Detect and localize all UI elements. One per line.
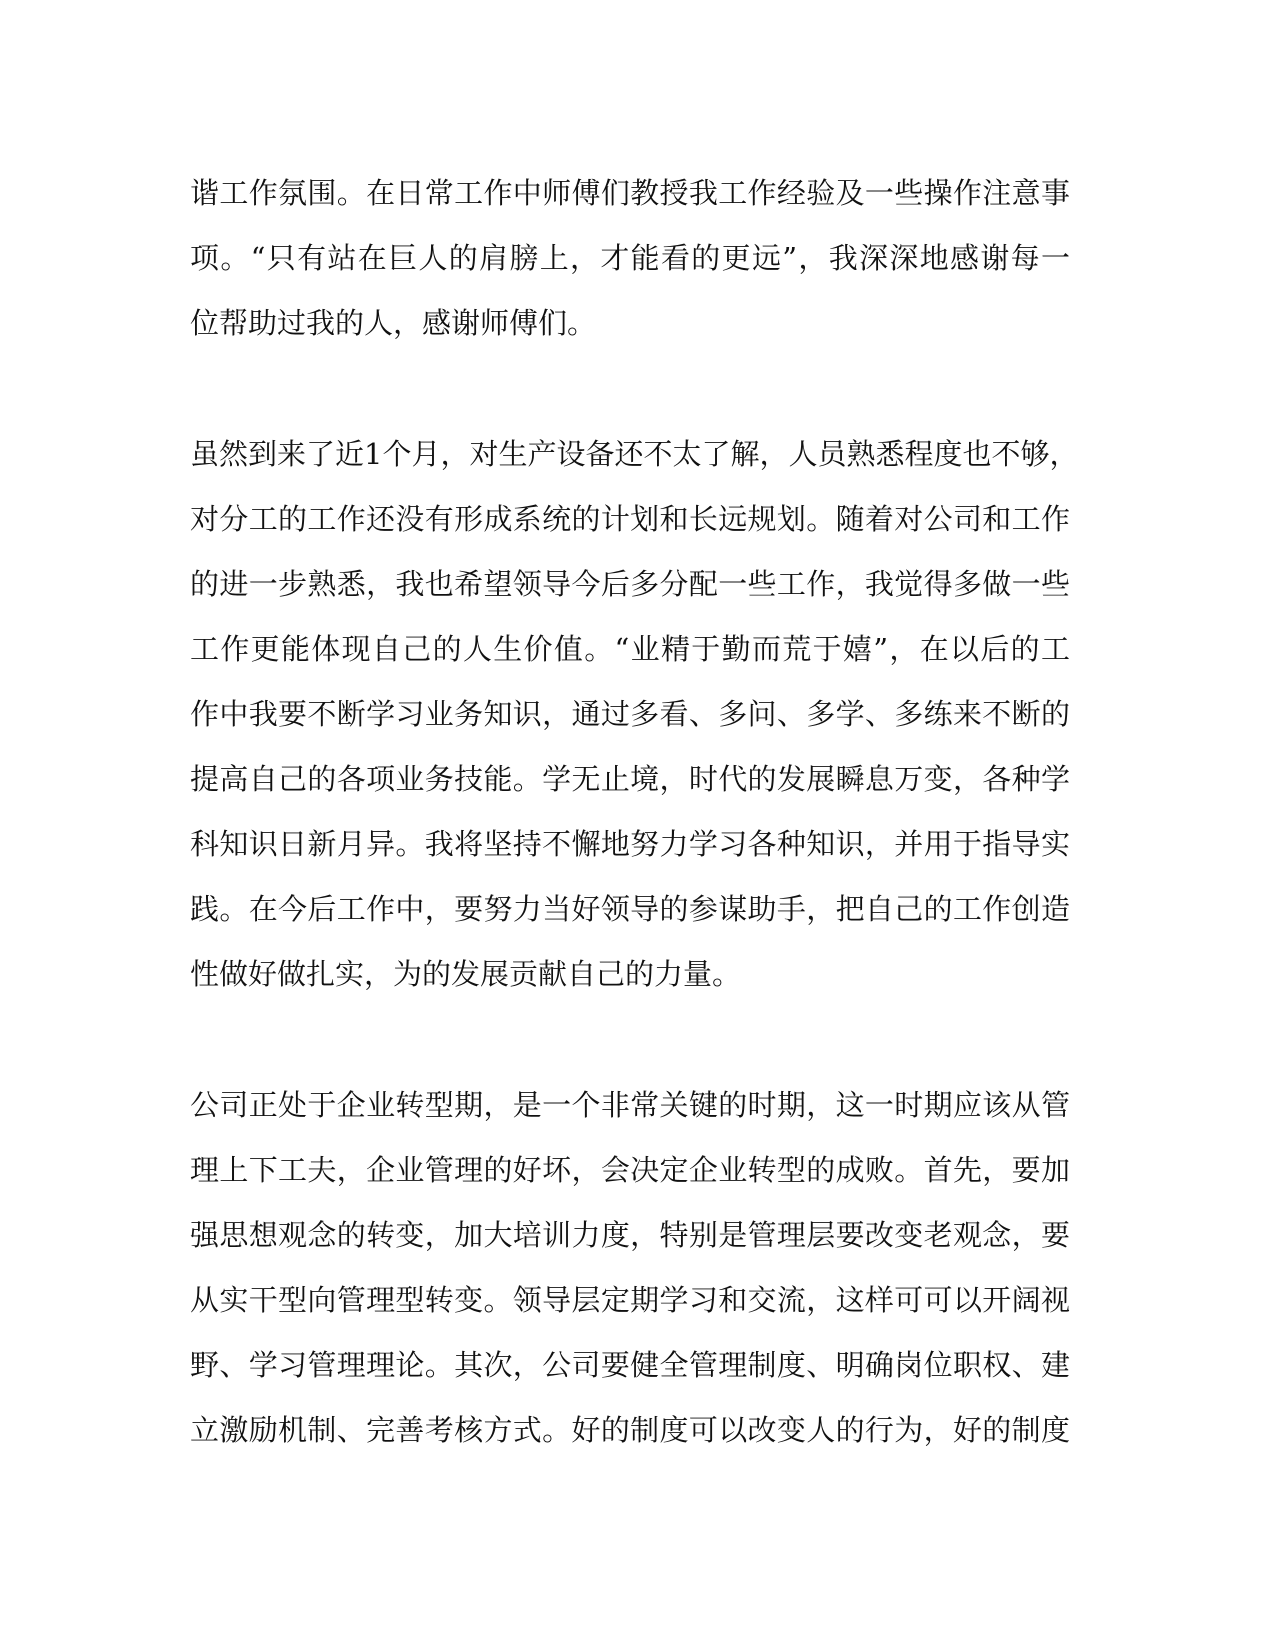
text-line: 强思想观念的转变，加大培训力度，特别是管理层要改变老观念，要 [190,1218,1070,1252]
text-line: 位帮助过我的人，感谢师傅们。 [190,306,597,340]
paragraph-1 [190,161,1070,356]
text-line: 工作更能体现自己的人生价值。“业精于勤而荒于嬉”，在以后的工 [190,632,1070,666]
text-line: 野、学习管理理论。其次，公司要健全管理制度、明确岗位职权、建 [190,1348,1070,1382]
text-line: 提高自己的各项业务技能。学无止境，时代的发展瞬息万变，各种学 [190,762,1070,796]
text-line: 公司正处于企业转型期，是一个非常关键的时期，这一时期应该从管 [190,1088,1070,1122]
paragraph-3 [190,1073,1070,1463]
text-line: 科知识日新月异。我将坚持不懈地努力学习各种知识，并用于指导实 [190,827,1070,861]
paragraph-2 [190,422,1079,1007]
text-line: 对分工的工作还没有形成系统的计划和长远规划。随着对公司和工作 [190,502,1070,536]
text-line: 的进一步熟悉，我也希望领导今后多分配一些工作，我觉得多做一些 [190,567,1070,601]
text-line: 虽然到来了近1个月，对生产设备还不太了解，人员熟悉程度也不够， [190,437,1079,471]
text-line: 性做好做扎实，为的发展贡献自己的力量。 [190,957,742,991]
text-line: 谐工作氛围。在日常工作中师傅们教授我工作经验及一些操作注意事 [190,176,1070,210]
text-line: 项。“只有站在巨人的肩膀上，才能看的更远”，我深深地感谢每一 [190,241,1070,275]
text-line: 作中我要不断学习业务知识，通过多看、多问、多学、多练来不断的 [190,697,1070,731]
text-line: 践。在今后工作中，要努力当好领导的参谋助手，把自己的工作创造 [190,892,1070,926]
text-line: 从实干型向管理型转变。领导层定期学习和交流，这样可可以开阔视 [190,1283,1070,1317]
text-line: 立激励机制、完善考核方式。好的制度可以改变人的行为，好的制度 [190,1413,1070,1447]
text-line: 理上下工夫，企业管理的好坏，会决定企业转型的成败。首先，要加 [190,1153,1070,1187]
